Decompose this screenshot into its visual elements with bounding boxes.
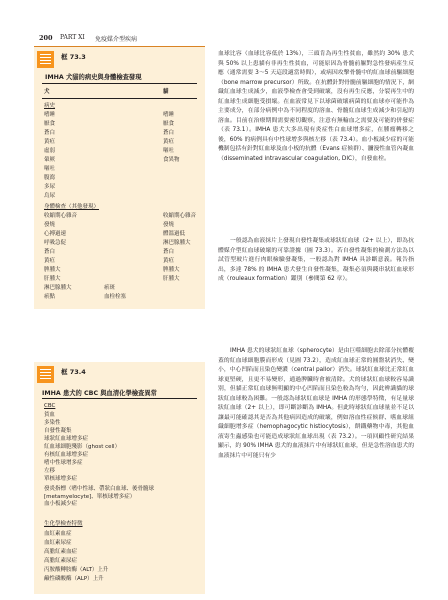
list-item: 蒼白 bbox=[44, 249, 56, 255]
list-item: 厭食 bbox=[44, 121, 56, 127]
list-item: 自發性凝集 bbox=[44, 428, 72, 434]
list-item: 心搏過速 bbox=[44, 231, 67, 237]
list-item: 嗜中性球增多症 bbox=[44, 460, 83, 466]
list-item: 脾腫大 bbox=[44, 267, 61, 273]
list-item: 左移 bbox=[44, 468, 56, 474]
list-item: 暈厥 bbox=[44, 157, 56, 163]
box-number: 框 73.3 bbox=[61, 53, 86, 61]
part-label: PART XI bbox=[60, 34, 85, 41]
list-item: 食異物 bbox=[163, 157, 180, 163]
box-number: 框 73.4 bbox=[61, 368, 86, 376]
list-item: 血紅素血症 bbox=[44, 531, 72, 537]
body-text-column bbox=[218, 347, 414, 462]
section-label: 生化學檢查特徵 bbox=[44, 521, 83, 527]
list-item: 黃疸 bbox=[163, 258, 175, 264]
section-label: 病史 bbox=[44, 103, 56, 109]
list-item: 有核紅血球增多症 bbox=[44, 452, 89, 458]
list-item: 鹼性磷酸酶（ALP）上升 bbox=[44, 576, 104, 582]
list-item: 多尿 bbox=[44, 184, 56, 190]
section-label: CBC bbox=[44, 403, 56, 409]
list-item: 發燒 bbox=[163, 222, 175, 228]
table-icon bbox=[37, 366, 54, 383]
list-item: 血栓栓塞 bbox=[104, 294, 127, 300]
list-item: 蒼白 bbox=[44, 130, 56, 136]
box-header bbox=[34, 47, 205, 71]
column-header-cat: 貓 bbox=[163, 89, 169, 95]
box-73-3 bbox=[34, 46, 205, 309]
list-item: 厭食 bbox=[163, 121, 175, 127]
list-item: 嗜睡 bbox=[163, 112, 175, 118]
body-text-column bbox=[218, 237, 414, 285]
chapter-title: 免疫媒介型疾病 bbox=[95, 36, 138, 43]
paragraph: 一般認為血液抹片上發現自發性凝集或球狀紅血球（2+ 以上），即為抗體媒介型紅血球破壞的可靠證據（圖 73.3）。若自發性凝集的檢測方法為以試管型玻片進行肉眼檢驗發凝集，一般認為對 IMHA 具診斷意義。報告指出，多達 78% 的 IMHA 患犬發生自發性凝集，凝集必須與錢串狀紅血球形成（rouleaux formation）鑑別（參閱第 62 章）。 bbox=[218, 238, 414, 283]
divider bbox=[42, 83, 197, 84]
list-item: 烏尿 bbox=[44, 193, 56, 199]
list-item: 黃疸 bbox=[44, 139, 56, 145]
list-item: 單核球增多症 bbox=[44, 476, 78, 482]
body-text-column bbox=[218, 50, 414, 165]
list-item: 腹瀉 bbox=[44, 175, 56, 181]
table-icon bbox=[37, 51, 54, 68]
list-item: 淋巴腺腫大 bbox=[44, 285, 72, 291]
section-label: 身體檢查（其他發現） bbox=[44, 204, 100, 210]
box-73-4 bbox=[34, 362, 205, 594]
list-item: 蒼白 bbox=[163, 249, 175, 255]
list-item: 發炎指標（嗜中性球、帶狀白血球、後骨髓球 [metamyelocyte]、單核球增多症） bbox=[44, 486, 155, 500]
paragraph: IMHA 患犬的球狀紅血球（spherocyte）是由巨噬細胞去除部分抗體覆蓋的紅血球細胞膜而形成（見圖 73.2），造成紅血球正常的圓盤狀消失、變小，中心凹陷而且染色變濃（central pallor）消失。球狀紅血球比正常紅血球更堅硬，且更不易變形，通過脾臟時會被清除。犬的球狀紅血球較容易識別，但貓正常紅血球無明顯的中心凹陷而且染色較為均勻，因此辨識貓的球狀紅血球較為困難。一般認為球狀紅血球是 IMHA 的形態學特徵，有足量球狀紅血球（2+ 以上），即可斷診斷為 IMHA。但此時球狀紅血球量並不足以讓最可能確認其是否為其他病因造成的破壞，例如溶血性症候群、嗜血球組織細胞增多症（hemophagocytic histiocytosis），餅鐵藥物中毒，其他血液寄生蟲感染也可能造成球狀紅血球出現（表 73.2）。一項回顧性研究結果顯示，約 90% IMHA 患犬的血液抹片中有球狀紅血球，但是急性溶血患犬的血液抹片中可能只有少 bbox=[218, 348, 414, 460]
list-item: 嘔吐 bbox=[163, 148, 175, 154]
list-item: 黃疸 bbox=[44, 258, 56, 264]
box-title: IMHA 犬貓的病史與身體檢查發現 bbox=[45, 74, 142, 81]
list-item: 球狀紅血球增多症 bbox=[44, 436, 89, 442]
list-item: 收縮期心雜音 bbox=[163, 213, 197, 219]
list-item: 貧血 bbox=[44, 412, 56, 418]
list-item: 丙胺酸轉胺酶（ALT）上升 bbox=[44, 567, 109, 573]
list-item: 紅血球細胞殘影（ghost cell） bbox=[44, 444, 121, 450]
list-item: 收縮期心雜音 bbox=[44, 213, 78, 219]
list-item: 血小板減少症 bbox=[44, 501, 78, 507]
list-item: 呼吸急促 bbox=[44, 240, 67, 246]
list-item: 黃疸 bbox=[163, 139, 175, 145]
list-item: 嗜睡 bbox=[44, 112, 56, 118]
list-item: 發燒 bbox=[44, 222, 56, 228]
paragraph: 血球比容（血球比容低於 13%），三頭肯為再生性貧血，雖然約 30% 患犬與 50% 以上患貓有非再生性貧血，可能原因為骨髓前軀對急性發病產生反應（通常需要 3～5 天這段適當時間），或病因攻擊骨髓中的紅血球前驅細胞（bone marrow precursor）所致。在抗體針對骨髓前軀細胞的情況下，網織紅血球生成減少，血液學檢查會受到破壞，沒有再生反應，分裂再生中的紅血球生成細胞受損壞。在血液常見下以球菌破壞病菌的紅血球亦可能作為主要成分，在部分病例中為不同程度的溶血、骨髓紅血球生成減少和引起的溶血。目前在治療期間需要密切觀察，注意有無輸血之需要及可能的併發症（表 73.1）。IMHA 患犬大多出現有炎症性白血球增多症，在腫瘤轉移之後，60% 的病例具有中性球增多與核左移（表 73.4）。血小板減少症的可能機制包括有針對紅血球及血小板的抗體（Evans 症候群）、瀰漫性血管內凝血（disseminated intravascular coagulation, DIC），自發血栓。 bbox=[218, 51, 414, 163]
list-item: 高膽紅素尿症 bbox=[44, 558, 78, 564]
box-title: IMHA 患犬的 CBC 與血清化學檢查異常 bbox=[42, 390, 157, 397]
box-header bbox=[34, 362, 205, 386]
list-item: 肝腫大 bbox=[163, 276, 180, 282]
list-item: 淋巴腺腫大 bbox=[163, 240, 191, 246]
list-item: 瘀斑 bbox=[104, 285, 116, 291]
list-item: 虛弱 bbox=[44, 148, 56, 154]
list-item: 瘀點 bbox=[44, 294, 56, 300]
page-header bbox=[0, 0, 448, 46]
list-item: 肝腫大 bbox=[44, 276, 61, 282]
page-number: 200 bbox=[39, 34, 53, 42]
list-item: 血紅素尿症 bbox=[44, 540, 72, 546]
list-item: 體溫過低 bbox=[163, 231, 186, 237]
divider bbox=[42, 98, 197, 99]
list-item: 多染性 bbox=[44, 420, 61, 426]
list-item: 嘔吐 bbox=[44, 166, 56, 172]
list-item: 蒼白 bbox=[163, 130, 175, 136]
divider bbox=[42, 398, 197, 399]
list-item: 脾腫大 bbox=[163, 267, 180, 273]
column-header-dog: 犬 bbox=[44, 89, 50, 95]
list-item: 高膽紅素血症 bbox=[44, 549, 78, 555]
